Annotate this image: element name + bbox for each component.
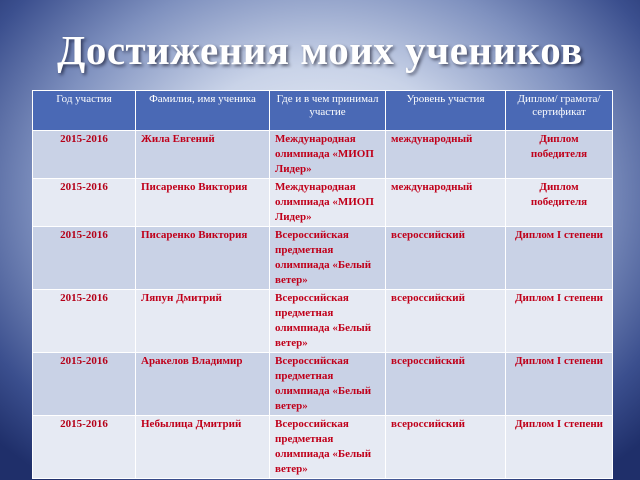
cell-year: 2015-2016 xyxy=(33,179,136,227)
cell-award: Диплом победителя xyxy=(506,131,613,179)
cell-level: всероссийский xyxy=(386,353,506,416)
table-header-row xyxy=(33,91,613,131)
cell-level: международный xyxy=(386,179,506,227)
header-event: Где и в чем принимал участие xyxy=(270,91,386,131)
table-row xyxy=(33,179,613,227)
cell-award: Диплом I степени xyxy=(506,227,613,290)
cell-year: 2015-2016 xyxy=(33,227,136,290)
cell-event: Всероссийская предметная олимпиада «Белый ветер» xyxy=(270,290,386,353)
cell-event: Международная олимпиада «МИОП Лидер» xyxy=(270,131,386,179)
cell-award: Диплом I степени xyxy=(506,290,613,353)
cell-event: Всероссийская предметная олимпиада «Белый ветер» xyxy=(270,227,386,290)
page-title: Достижения моих учеников xyxy=(57,27,583,73)
cell-level: международный xyxy=(386,131,506,179)
cell-student-name: Аракелов Владимир xyxy=(136,353,270,416)
table-row xyxy=(33,131,613,179)
cell-student-name: Писаренко Виктория xyxy=(136,227,270,290)
header-level: Уровень участия xyxy=(386,91,506,131)
header-student-name: Фамилия, имя ученика xyxy=(136,91,270,131)
header-award: Диплом/ грамота/ сертификат xyxy=(506,91,613,131)
cell-event: Всероссийская предметная олимпиада «Белый ветер» xyxy=(270,353,386,416)
cell-year: 2015-2016 xyxy=(33,353,136,416)
table-row xyxy=(33,416,613,479)
cell-student-name: Писаренко Виктория xyxy=(136,179,270,227)
cell-award: Диплом I степени xyxy=(506,416,613,479)
cell-level: всероссийский xyxy=(386,416,506,479)
cell-level: всероссийский xyxy=(386,290,506,353)
cell-student-name: Небылица Дмитрий xyxy=(136,416,270,479)
cell-student-name: Ляпун Дмитрий xyxy=(136,290,270,353)
cell-event: Всероссийская предметная олимпиада «Белый ветер» xyxy=(270,416,386,479)
table-row xyxy=(33,227,613,290)
header-year: Год участия xyxy=(33,91,136,131)
cell-event: Международная олимпиада «МИОП Лидер» xyxy=(270,179,386,227)
cell-award: Диплом I степени xyxy=(506,353,613,416)
achievements-table xyxy=(32,90,613,479)
cell-year: 2015-2016 xyxy=(33,290,136,353)
table-row xyxy=(33,290,613,353)
table-row xyxy=(33,353,613,416)
cell-year: 2015-2016 xyxy=(33,416,136,479)
cell-year: 2015-2016 xyxy=(33,131,136,179)
cell-award: Диплом победителя xyxy=(506,179,613,227)
cell-student-name: Жила Евгений xyxy=(136,131,270,179)
cell-level: всероссийский xyxy=(386,227,506,290)
